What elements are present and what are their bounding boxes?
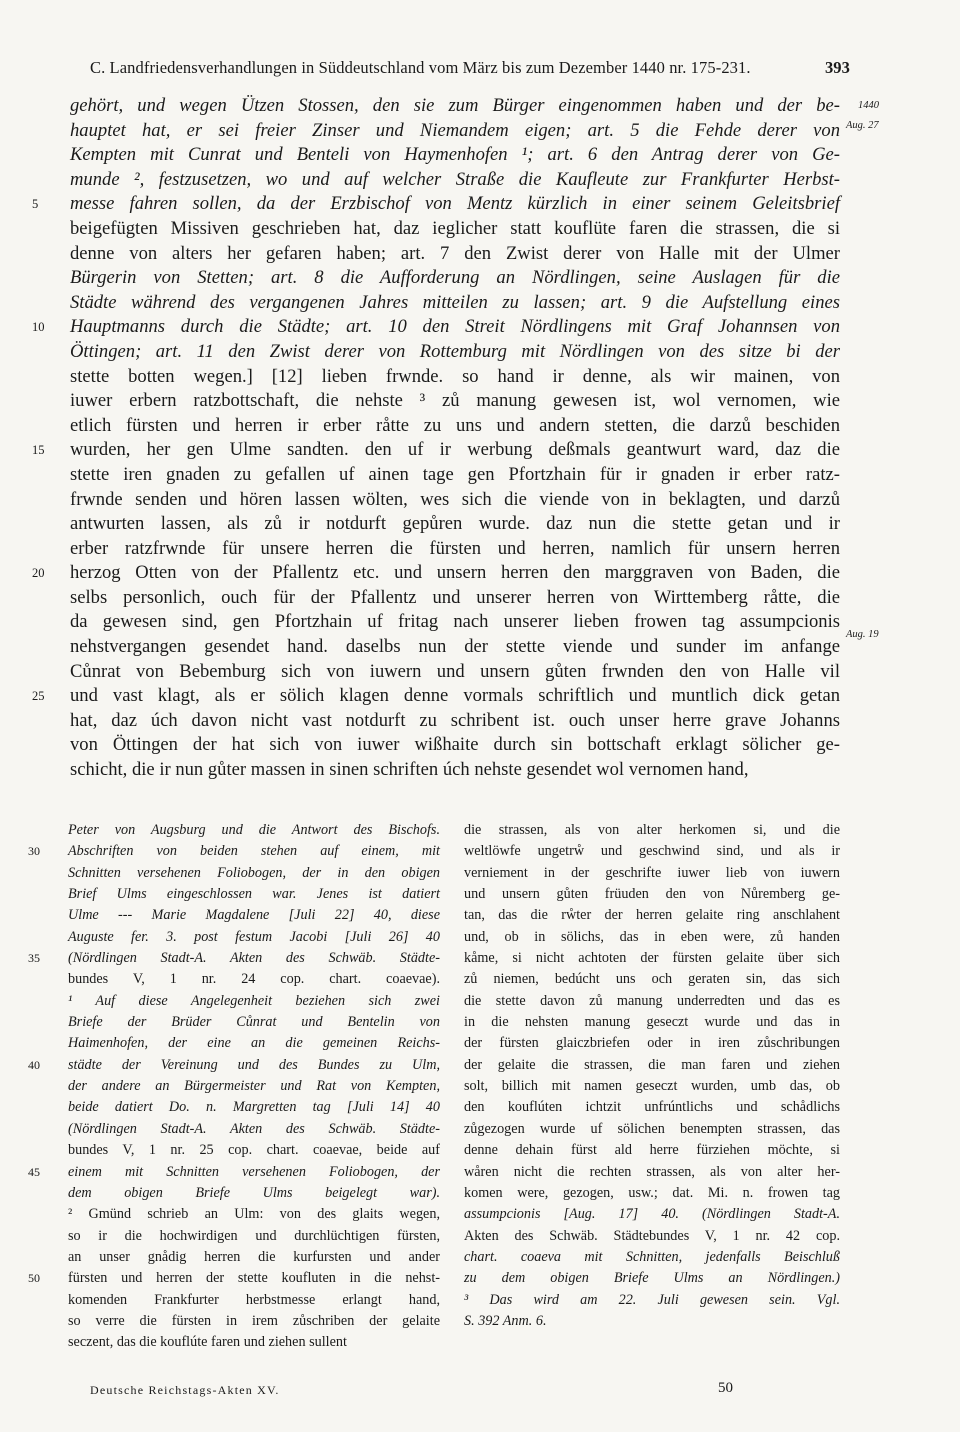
text-line xyxy=(70,537,840,562)
line-number: 30 xyxy=(28,844,40,859)
footnote-line xyxy=(464,1055,840,1076)
text-line xyxy=(70,512,840,537)
footnote-line-text: zů niemen, bedúcht uns och geraten sin, das sich xyxy=(464,971,840,988)
footnote-line xyxy=(464,1268,840,1289)
text-line xyxy=(70,143,840,168)
footnote-line-text: so ir die hochwirdigen und durchlüchtigen fürsten, xyxy=(68,1227,440,1244)
footnote-line-text: Akten des Schwäb. Städtebundes V, 1 nr. 42 cop. xyxy=(464,1227,840,1244)
footnote-line xyxy=(464,1162,840,1183)
text-line xyxy=(70,242,840,267)
footnote-line-text: S. 392 Anm. 6. xyxy=(464,1312,547,1329)
text-line-text: da gewesen sind, gen Pfortzhain uf fritag nach unserer lieben frowen tag assumpcionis xyxy=(70,611,840,633)
footnote-line xyxy=(464,863,840,884)
footnote-line xyxy=(464,1183,840,1204)
footnote-line-text: chart. coaeva mit Schnitten, jedenfalls Beischluß xyxy=(464,1248,840,1265)
footnote-line-text: städte der Vereinung und des Bundes zu Ulm, xyxy=(68,1056,440,1073)
text-line-text: stette iren gnaden zu gefallen uf ainen tage gen Pfortzhain für ir gnaden ir erber ratz- xyxy=(70,463,840,485)
text-line xyxy=(70,168,840,193)
running-header xyxy=(90,58,850,78)
footnote-line-text: solt, billich mit namen geseczt wurden, umb das, ob xyxy=(464,1078,840,1095)
text-line-text: stette botten wegen.] [12] lieben frwnde. so hand ir denne, als wir mainen, von xyxy=(70,365,840,387)
text-line xyxy=(70,414,840,439)
footnote-line-text: kåme, si nicht achtoten der fürsten gelaite über sich xyxy=(464,950,840,967)
text-line xyxy=(70,94,840,119)
text-line-text: Hauptmanns durch die Städte; art. 10 den Streit Nördlingens mit Graf Johannsen von xyxy=(70,316,840,338)
footnote-line xyxy=(68,1311,440,1332)
text-line xyxy=(70,488,840,513)
footnote-line xyxy=(68,1097,440,1118)
footnote-line-text: wåren nicht die rechten strassen, als von alter her- xyxy=(464,1163,840,1180)
text-line-text: denne von alters her gefaren haben; art. 7 den Zwist derer von Halle mit der Ulmer xyxy=(70,242,840,264)
line-number: 40 xyxy=(28,1057,40,1072)
footnote-line xyxy=(28,1268,440,1289)
text-line-text: hat, daz úch davon nicht vast notdurft zu schribent ist. ouch unser herre grave Johanns xyxy=(70,709,840,731)
text-line xyxy=(32,561,840,586)
footnote-line-text: die strassen, als von alter herkomen si, und die xyxy=(464,822,840,838)
footnote-line xyxy=(464,1097,840,1118)
footnote-line-text: Haimenhofen, der eine an die gemeinen Reichs- xyxy=(68,1035,440,1052)
line-number: 20 xyxy=(32,566,45,581)
footnote-line-text: Auguste fer. 3. post festum Jacobi [Juli 26] 40 xyxy=(68,928,440,945)
text-line xyxy=(32,684,840,709)
footnote-line xyxy=(464,841,840,862)
text-line-text: schicht, die ir nun gůter massen in sinen schriften úch nehste gesendet wol vernomen hand, xyxy=(70,759,749,781)
text-line-text: hauptet hat, er sei freier Zinser und Niemandem eigen; art. 5 die Fehde derer von xyxy=(70,119,840,141)
footnote-line-text: Peter von Augsburg und die Antwort des Bischofs. xyxy=(68,822,440,838)
line-number: 15 xyxy=(32,443,45,458)
footnote-line xyxy=(464,1226,840,1247)
footnote-line-text: und, ob in sölichs, das in eben were, zů handen xyxy=(464,928,840,945)
footnote-line-text: ² Gmünd schrieb an Ulm: von des glaits wegen, xyxy=(68,1206,440,1223)
footnote-line-text: so verre die fürsten in irem zůschriben der gelaite xyxy=(68,1312,440,1329)
line-number: 35 xyxy=(28,951,40,966)
footnote-line xyxy=(68,927,440,948)
text-line xyxy=(70,463,840,488)
footnote-line xyxy=(68,1226,440,1247)
text-line xyxy=(70,266,840,291)
footnote-line-text: zůgezogen wurde uf sölichen benempten strassen, das xyxy=(464,1120,840,1137)
footnote-line xyxy=(464,991,840,1012)
text-line-text: Kempten mit Cunrat und Benteli von Haymenhofen ¹; art. 6 den Antrag derer von Ge- xyxy=(70,144,840,166)
text-line-text: Cůnrat von Bebemburg sich von iuwern und unsern gůten frwnden den von Halle vil xyxy=(70,660,840,682)
footnote-line xyxy=(68,1290,440,1311)
text-line-text: nehstvergangen gesendet hand. daselbs nun der stette viende und sunder im anfange xyxy=(70,636,840,658)
footnote-line xyxy=(68,1332,440,1353)
footnote-line xyxy=(68,863,440,884)
footnote-line xyxy=(68,1119,440,1140)
text-line-text: selbs personlich, ouch für der Pfallentz und unserer herren von Wirttemberg råtte, die xyxy=(70,586,840,608)
footnote-line xyxy=(464,969,840,990)
footnote-line xyxy=(28,841,440,862)
text-line xyxy=(70,660,840,685)
line-number: 10 xyxy=(32,320,45,335)
footnote-line xyxy=(68,820,440,841)
text-line-text: Bürgerin von Stetten; art. 8 die Aufforderung an Nördlingen, seine Auslagen für die xyxy=(70,267,840,289)
page-number: 393 xyxy=(824,58,850,77)
footnote-line-text: seczent, das die kouflúte faren und ziehen sullent xyxy=(68,1334,347,1351)
line-number: 25 xyxy=(32,689,45,704)
footnote-line xyxy=(464,884,840,905)
footnote-line-text: verniement in der geschrifte iuwer lieb von iuwern xyxy=(464,864,840,881)
footnote-line-text: beide datiert Do. n. Margretten tag [Juli 14] 40 xyxy=(68,1099,440,1116)
footnote-line xyxy=(68,1140,440,1161)
line-number: 45 xyxy=(28,1164,40,1179)
main-text xyxy=(32,94,840,783)
signature-mark: 50 xyxy=(718,1380,733,1396)
footnote-line xyxy=(464,1119,840,1140)
text-line-text: beigefügten Missiven geschrieben hat, daz ieglicher statt kouflüte faren die strassen, die si xyxy=(70,217,840,239)
text-line xyxy=(70,709,840,734)
footnote-line xyxy=(464,820,840,841)
footnote-line-text: bundes V, 1 nr. 25 cop. chart. coaevae, beide auf xyxy=(68,1142,440,1159)
footnote-line xyxy=(68,1033,440,1054)
text-line xyxy=(70,119,840,144)
footnotes-right-column xyxy=(464,820,840,1332)
footnote-line xyxy=(464,1140,840,1161)
footnote-line-text: zu dem obigen Briefe Ulms an Nördlingen.) xyxy=(464,1270,840,1287)
footnote-line-text: dem obigen Briefe Ulms beigelegt war). xyxy=(68,1184,440,1201)
text-line-text: messe fahren sollen, da der Erzbischof von Mentz kürzlich in einer seinem Geleitsbrief xyxy=(70,193,840,215)
footnote-line xyxy=(464,927,840,948)
footnote-line xyxy=(28,1162,440,1183)
text-line-text: und vast klagt, als er sölich klagen denne vormals schriftlich und muntlich dick getan xyxy=(70,685,840,707)
footnote-line-text: assumpcionis [Aug. 17] 40. (Nördlingen Stadt-A. xyxy=(464,1206,840,1223)
text-line-text: Öttingen; art. 11 den Zwist derer von Rottemburg mit Nördlingen von des sitze bi der xyxy=(70,340,840,362)
footnote-line xyxy=(464,1290,840,1311)
footnote-line xyxy=(68,991,440,1012)
footnote-line-text: tan, das die rẘter der herren gelaite ring anschlahent xyxy=(464,907,840,924)
text-line-text: antwurten lassen, als zů ir notdurft gepůren wurde. daz nun die stette getan und ir xyxy=(70,513,840,535)
text-line xyxy=(32,192,840,217)
footnote-line-text: an unser gnådig herren die kurfursten und ander xyxy=(68,1248,440,1265)
footnote-line xyxy=(68,884,440,905)
footnote-line xyxy=(464,905,840,926)
text-line-text: von Öttingen der hat sich von iuwer wißhaite durch sin bottschaft erklagt sölicher ge- xyxy=(70,734,840,756)
footnote-line-text: den kouflúten ichtzit unfrúntlichs und schådlichs xyxy=(464,1099,840,1116)
text-line-text: iuwer erbern ratzbottschaft, die nehste ³ zů manung gewesen ist, wol vernomen, wie xyxy=(70,390,840,412)
footnote-line-text: die stette davon zů manung underredten und das es xyxy=(464,992,840,1009)
text-line xyxy=(32,438,840,463)
footnote-line xyxy=(464,948,840,969)
footnote-line-text: bundes V, 1 nr. 24 cop. chart. coaevae). xyxy=(68,971,440,988)
text-line xyxy=(70,217,840,242)
footnote-line xyxy=(28,1055,440,1076)
footnote-line xyxy=(464,1012,840,1033)
footnote-line xyxy=(464,1311,840,1332)
text-line xyxy=(70,365,840,390)
footnote-line-text: weltlöwfe ungetrẘ und geschwind sind, und als ir xyxy=(464,843,840,860)
footnote-line-text: komenden Frankfurter herbstmesse erlangt hand, xyxy=(68,1291,440,1308)
footnote-line xyxy=(68,1012,440,1033)
text-line xyxy=(70,733,840,758)
running-title: C. Landfriedensverhandlungen in Süddeutschland vom März bis zum Dezember 1440 nr. 175-231. xyxy=(90,58,751,77)
footnote-line-text: Briefe der Brüder Cůnrat und Bentelin von xyxy=(68,1014,440,1031)
footnote-line-text: Schnitten versehenen Foliobogen, der in den obigen xyxy=(68,864,440,881)
footnote-line xyxy=(28,948,440,969)
footnote-line-text: der fürsten glaiczbriefen oder in iren zůschribungen xyxy=(464,1035,840,1052)
series-footer: Deutsche Reichstags-Akten XV. xyxy=(90,1383,280,1397)
text-line xyxy=(70,586,840,611)
footnote-line-text: Ulme --- Marie Magdalene [Juli 22] 40, diese xyxy=(68,907,440,924)
text-line-text: munde ², festzusetzen, wo und auf welcher Straße die Kaufleute zur Frankfurter Herbst- xyxy=(70,168,840,190)
footnote-line xyxy=(68,1247,440,1268)
footnote-line xyxy=(464,1247,840,1268)
footnote-line-text: in die nehsten manung geseczt wurde und das in xyxy=(464,1014,840,1031)
text-line xyxy=(70,340,840,365)
footnote-line-text: Brief Ulms eingeschlossen war. Jenes ist datiert xyxy=(68,886,440,903)
footnote-line-text: einem mit Schnitten versehenen Foliobogen, der xyxy=(68,1163,440,1180)
footnote-line-text: komen were, gezogen, usw.; dat. Mi. n. frowen tag xyxy=(464,1184,840,1201)
text-line-text: Städte während des vergangenen Jahres mitteilen zu lassen; art. 9 die Aufstellung eines xyxy=(70,291,840,313)
footnote-line-text: ³ Das wird am 22. Juli gewesen sein. Vgl. xyxy=(464,1291,840,1308)
footnote-line-text: ¹ Auf diese Angelegenheit beziehen sich zwei xyxy=(68,992,440,1009)
footnote-line xyxy=(68,905,440,926)
footnote-line xyxy=(464,1076,840,1097)
text-line xyxy=(70,635,840,660)
footnote-line xyxy=(464,1033,840,1054)
text-line xyxy=(70,758,840,783)
text-line xyxy=(70,610,840,635)
footnotes-left-column xyxy=(28,820,440,1354)
footnote-line-text: der gelaite die strassen, die man faren und ziehen xyxy=(464,1056,840,1073)
text-line-text: etlich fürsten und herren ir erber råtte zu uns und andern stetten, die darzů beschiden xyxy=(70,414,840,436)
text-line-text: wurden, her gen Ulme sandten. den uf ir werbung deßmals geantwurt ward, daz die xyxy=(70,439,840,461)
footnote-line-text: (Nördlingen Stadt-A. Akten des Schwäb. Städte- xyxy=(68,950,440,967)
footnote-line xyxy=(68,969,440,990)
text-line xyxy=(70,389,840,414)
text-line-text: erber ratzfrwnde für unsere herren die fürsten und herren, namlich für unsern herren xyxy=(70,537,840,559)
text-line xyxy=(32,315,840,340)
footnote-line xyxy=(68,1183,440,1204)
text-line xyxy=(70,291,840,316)
footnote-line-text: denne dehain fürst ald herre fürziehen möchte, si xyxy=(464,1142,840,1159)
footnote-line xyxy=(464,1204,840,1225)
footnote-line-text: (Nördlingen Stadt-A. Akten des Schwäb. Städte- xyxy=(68,1120,440,1137)
text-line-text: frwnde senden und hören lassen wölten, wes sich die viende von in beklagten, und darzů xyxy=(70,488,840,510)
footnote-line xyxy=(68,1204,440,1225)
margin-year: 1440 xyxy=(858,100,879,111)
footnote-line-text: der andere an Bürgermeister und Rat von Kempten, xyxy=(68,1078,440,1095)
footnote-line-text: fürsten und herren der stette koufluten in die nehst- xyxy=(68,1270,440,1287)
footnote-line xyxy=(68,1076,440,1097)
line-number: 5 xyxy=(32,197,39,212)
footnote-line-text: Abschriften von beiden stehen auf einem, mit xyxy=(68,843,440,860)
footnote-line-text: und unsern gůten früuden den von Nůremberg ge- xyxy=(464,886,840,903)
margin-date-aug-27: Aug. 27 xyxy=(846,120,879,131)
text-line-text: gehört, und wegen Ützen Stossen, den sie zum Bürger eingenommen haben und der be- xyxy=(70,95,840,116)
margin-date-aug-19: Aug. 19 xyxy=(846,629,879,640)
text-line-text: herzog Otten von der Pfallentz etc. und unsern herren den marggraven von Baden, die xyxy=(70,562,840,584)
line-number: 50 xyxy=(28,1271,40,1286)
